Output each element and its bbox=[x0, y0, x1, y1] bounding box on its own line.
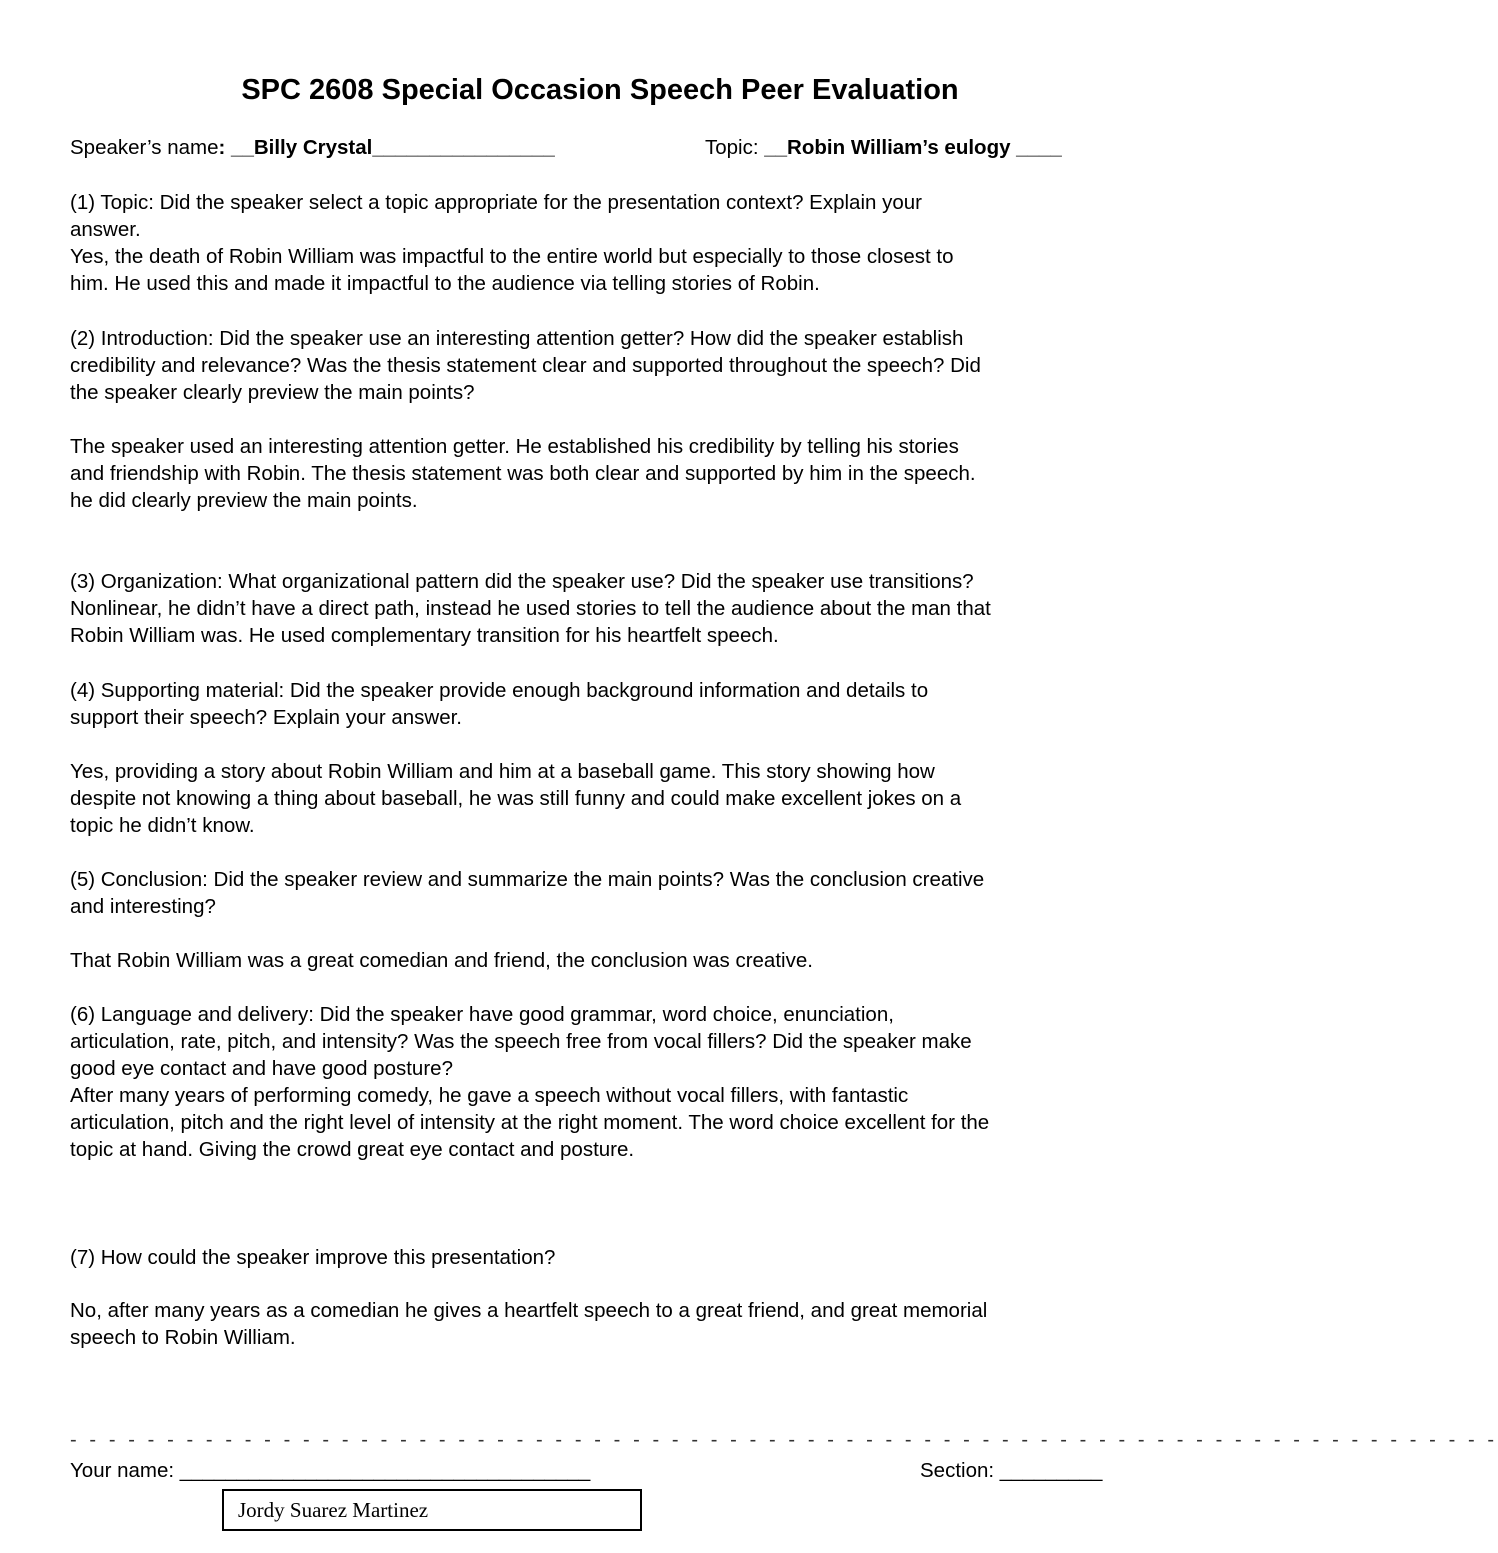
q1-answer-line: him. He used this and made it impactful to the audience via telling stories of Robin. bbox=[70, 272, 820, 295]
topic-row bbox=[705, 134, 1062, 161]
speaker-name-value: : __Billy Crystal________________ bbox=[218, 136, 555, 159]
q1-prompt-line: answer. bbox=[70, 218, 141, 241]
q7-answer-line: No, after many years as a comedian he gives a heartfelt speech to a great friend, and great memorial bbox=[70, 1299, 988, 1322]
section-blank: _________ bbox=[999, 1459, 1103, 1482]
q6-prompt-line: articulation, rate, pitch, and intensity? Was the speech free from vocal fillers? Did the speaker make bbox=[70, 1030, 972, 1053]
q4-answer-line: topic he didn’t know. bbox=[70, 814, 255, 837]
your-name-label: Your name: bbox=[70, 1459, 180, 1482]
q2-prompt-line: (2) Introduction: Did the speaker use an interesting attention getter? How did the speaker establish bbox=[70, 327, 964, 350]
q5-prompt-line: (5) Conclusion: Did the speaker review and summarize the main points? Was the conclusion creative bbox=[70, 868, 985, 891]
q3-answer-line: Robin William was. He used complementary transition for his heartfelt speech. bbox=[70, 624, 779, 647]
q4-answer-line: despite not knowing a thing about baseball, he was still funny and could make excellent jokes on a bbox=[70, 787, 962, 810]
section-row bbox=[920, 1457, 1102, 1484]
q7-answer-line: speech to Robin William. bbox=[70, 1326, 296, 1349]
document-title: SPC 2608 Special Occasion Speech Peer Evaluation bbox=[241, 74, 959, 106]
speaker-name-label: Speaker’s name bbox=[70, 136, 219, 159]
topic-value: __Robin William’s eulogy ____ bbox=[764, 136, 1062, 159]
q6-answer-line: articulation, pitch and the right level of intensity at the right moment. The word choice excellent for the bbox=[70, 1111, 990, 1134]
q6-prompt-line: (6) Language and delivery: Did the speaker have good grammar, word choice, enunciation, bbox=[70, 1003, 894, 1026]
q5-prompt-line: and interesting? bbox=[70, 895, 216, 918]
section-label: Section: bbox=[920, 1459, 1000, 1482]
q3-answer-line: Nonlinear, he didn’t have a direct path, instead he used stories to tell the audience about the man that bbox=[70, 597, 991, 620]
q3-prompt-line: (3) Organization: What organizational pattern did the speaker use? Did the speaker use transitions? bbox=[70, 570, 974, 593]
q2-answer-line: The speaker used an interesting attention getter. He established his credibility by telling his stories bbox=[70, 435, 959, 458]
q6-answer-line: After many years of performing comedy, he gave a speech without vocal fillers, with fantastic bbox=[70, 1084, 909, 1107]
q5-answer-line: That Robin William was a great comedian and friend, the conclusion was creative. bbox=[70, 949, 813, 972]
q2-prompt-line: the speaker clearly preview the main points? bbox=[70, 381, 475, 404]
q4-answer-line: Yes, providing a story about Robin William and him at a baseball game. This story showing how bbox=[70, 760, 935, 783]
q7-prompt-line: (7) How could the speaker improve this presentation? bbox=[70, 1246, 556, 1269]
speaker-name-row bbox=[70, 134, 555, 161]
q2-prompt-line: credibility and relevance? Was the thesis statement clear and supported throughout the speech? Did bbox=[70, 354, 981, 377]
q2-answer-line: and friendship with Robin. The thesis statement was both clear and supported by him in the speech. bbox=[70, 462, 976, 485]
q4-prompt-line: support their speech? Explain your answer. bbox=[70, 706, 463, 729]
signature-box: Jordy Suarez Martinez bbox=[222, 1489, 642, 1531]
your-name-row bbox=[70, 1457, 590, 1484]
q6-prompt-line: good eye contact and have good posture? bbox=[70, 1057, 453, 1080]
q1-answer-line: Yes, the death of Robin William was impactful to the entire world but especially to those closest to bbox=[70, 245, 954, 268]
cut-line-divider: - - - - - - - - - - - - - - - - - - - - - - - - - - - - - - - - - - - - - - - - - - - - - - - - - - - - - - - - - - - - - - - - - - - - - - - - - - bbox=[70, 1429, 1498, 1451]
q4-prompt-line: (4) Supporting material: Did the speaker provide enough background information and details to bbox=[70, 679, 929, 702]
topic-label: Topic: bbox=[705, 136, 765, 159]
your-name-blank: ____________________________________ bbox=[179, 1459, 591, 1482]
q2-answer-line: he did clearly preview the main points. bbox=[70, 489, 418, 512]
q1-prompt-line: (1) Topic: Did the speaker select a topic appropriate for the presentation context? Explain your bbox=[70, 191, 922, 214]
q6-answer-line: topic at hand. Giving the crowd great eye contact and posture. bbox=[70, 1138, 635, 1161]
